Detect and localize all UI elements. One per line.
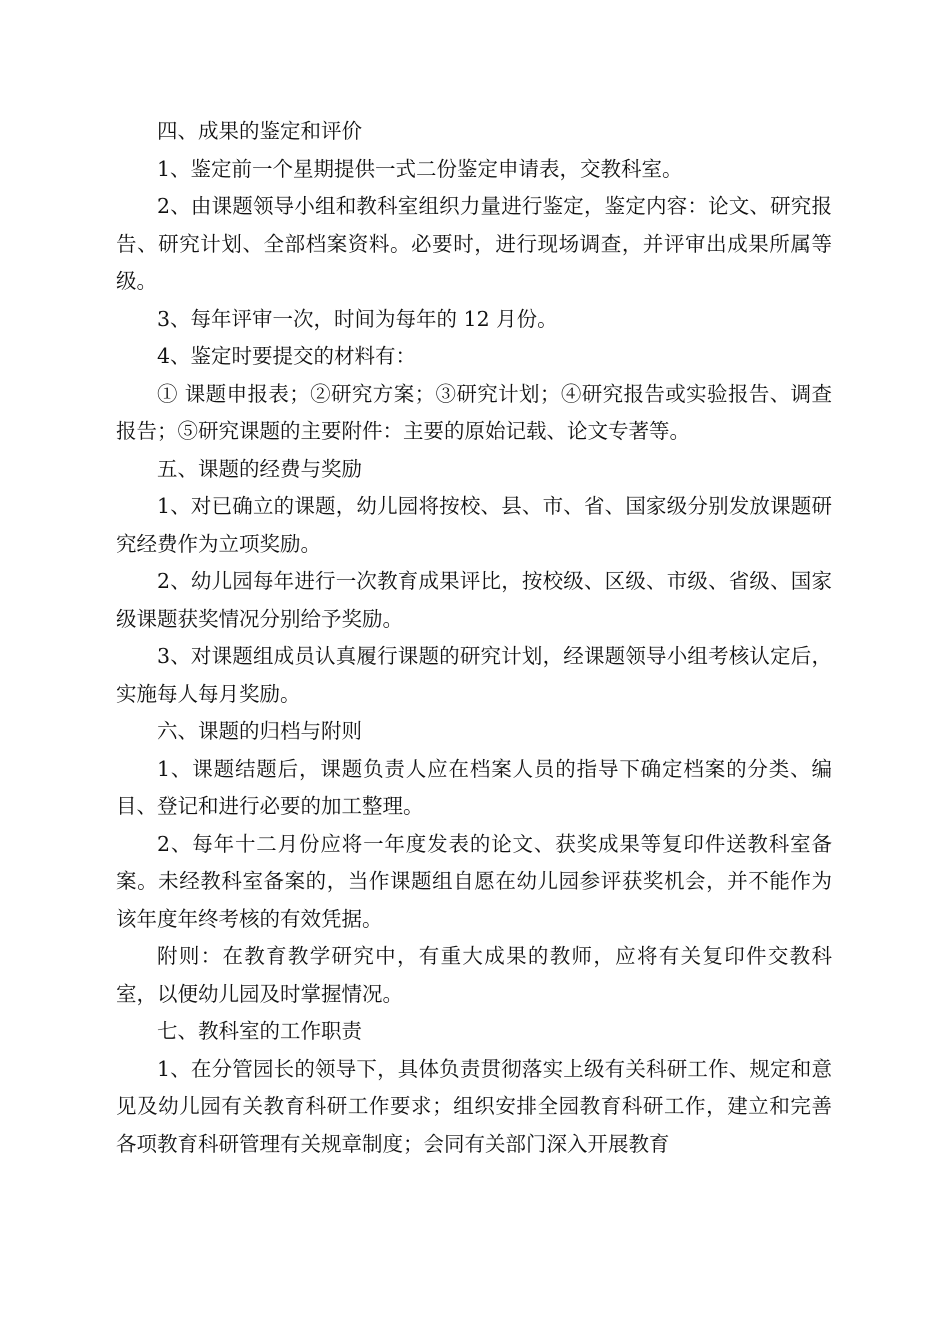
paragraph: 2、幼儿园每年进行一次教育成果评比，按校级、区级、市级、省级、国家级课题获奖情况分别给予奖励。 [116, 569, 832, 631]
document-page [116, 113, 832, 1163]
paragraph: 2、每年十二月份应将一年度发表的论文、获奖成果等复印件送教科室备案。未经教科室备案的，当作课题组自愿在幼儿园参评获奖机会，并不能作为该年度年终考核的有效凭据。 [116, 831, 832, 931]
section-heading-5: 五、课题的经费与奖励 [157, 456, 362, 481]
paragraph: 1、鉴定前一个星期提供一式二份鉴定申请表，交教科室。 [157, 156, 683, 181]
paragraph: 4、鉴定时要提交的材料有： [157, 344, 417, 368]
paragraph: 1、课题结题后，课题负责人应在档案人员的指导下确定档案的分类、编目、登记和进行必要的加工整理。 [116, 756, 832, 818]
paragraph: 附则：在教育教学研究中，有重大成果的教师，应将有关复印件交教科室，以便幼儿园及时掌握情况。 [116, 944, 832, 1006]
section-heading-4: 四、成果的鉴定和评价 [157, 119, 362, 143]
paragraph: 1、在分管园长的领导下，具体负责贯彻落实上级有关科研工作、规定和意见及幼儿园有关教育科研工作要求；组织安排全园教育科研工作，建立和完善各项教育科研管理有关规章制度；会同有关部门深入开展教育 [116, 1056, 832, 1156]
paragraph: 2、由课题领导小组和教科室组织力量进行鉴定，鉴定内容：论文、研究报告、研究计划、全部档案资料。必要时，进行现场调查，并评审出成果所属等级。 [116, 194, 832, 293]
paragraph: 3、每年评审一次，时间为每年的 12 月份。 [157, 306, 558, 331]
paragraph: ① 课题申报表；②研究方案；③研究计划；④研究报告或实验报告、调查报告；⑤研究课题的主要附件：主要的原始记载、论文专著等。 [116, 381, 832, 443]
paragraph: 1、对已确立的课题，幼儿园将按校、县、市、省、国家级分别发放课题研究经费作为立项奖励。 [116, 494, 832, 556]
section-heading-7: 七、教科室的工作职责 [157, 1019, 362, 1043]
paragraph: 3、对课题组成员认真履行课题的研究计划，经课题领导小组考核认定后，实施每人每月奖励。 [116, 644, 832, 706]
section-heading-6: 六、课题的归档与附则 [157, 719, 362, 743]
